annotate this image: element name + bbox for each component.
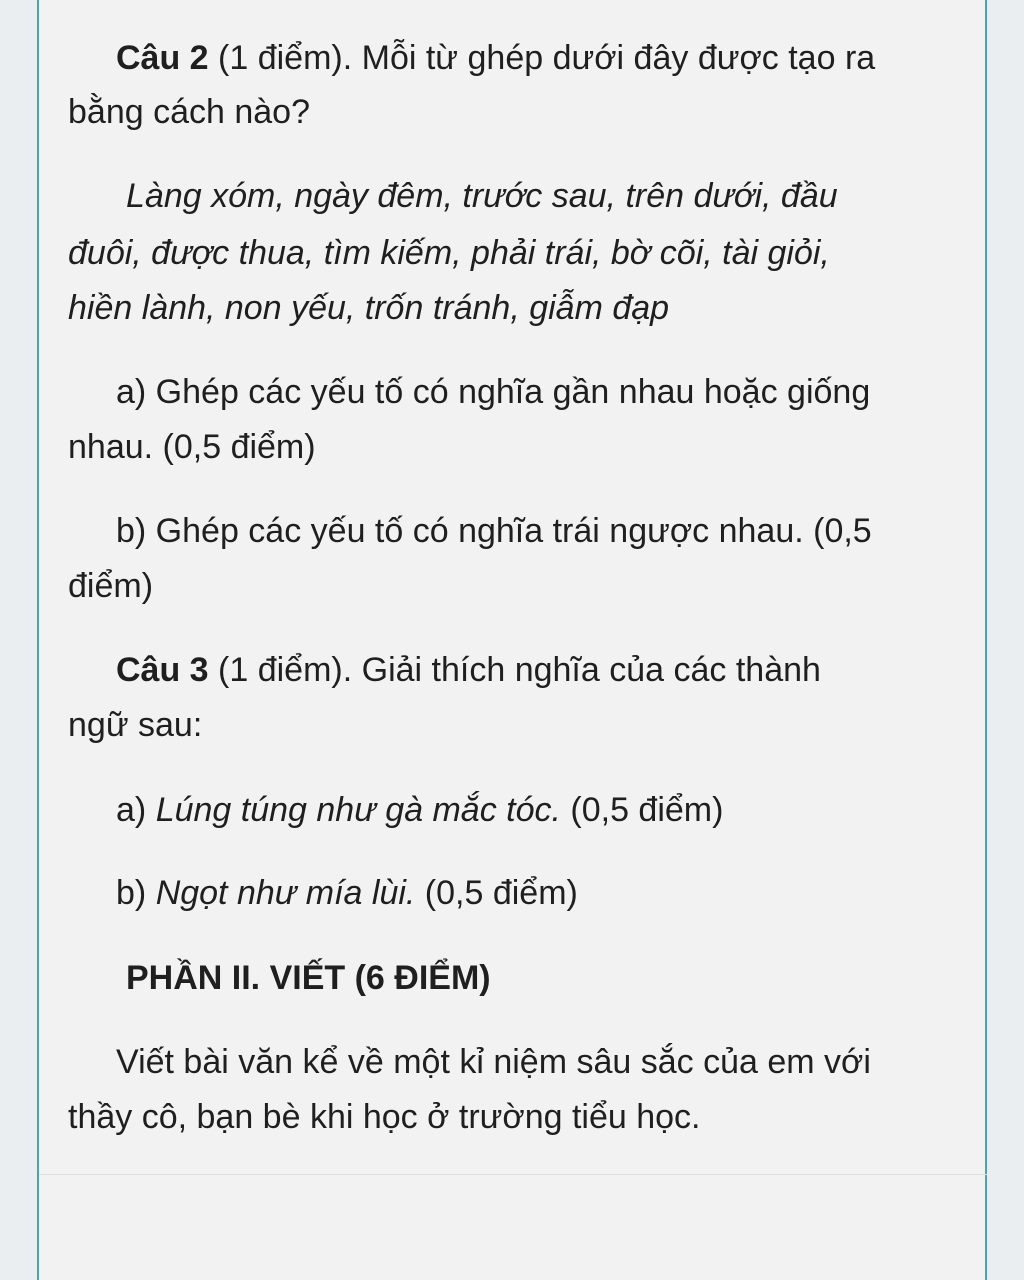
document-content (39, 0, 987, 1175)
question-3-line-2: ngữ sau: (68, 706, 203, 744)
question-3b (116, 873, 578, 913)
question-2a-line-1: a) Ghép các yếu tố có nghĩa gần nhau hoặc giống (116, 373, 871, 411)
word-list-line-2: đuôi, được thua, tìm kiếm, phải trái, bờ cõi, tài giỏi, (68, 234, 830, 272)
part-2-line-1: Viết bài văn kể về một kỉ niệm sâu sắc của em với (116, 1043, 871, 1081)
question-3-label: Câu 3 (116, 651, 209, 689)
word-list-line-3: hiền lành, non yếu, trốn tránh, giẫm đạp (68, 289, 670, 327)
document-panel (37, 0, 987, 1280)
question-3-line-1 (116, 650, 821, 690)
question-2a-line-2: nhau. (0,5 điểm) (68, 428, 316, 466)
question-3a-idiom: Lúng túng như gà mắc tóc. (155, 791, 561, 829)
question-3a-points: (0,5 điểm) (560, 791, 724, 829)
question-2b-line-2: điểm) (68, 567, 154, 605)
question-2-line-2: bằng cách nào? (68, 93, 310, 131)
question-3b-idiom: Ngọt như mía lùi. (155, 874, 416, 912)
question-3a (116, 790, 723, 830)
question-2-line-1 (116, 38, 875, 78)
question-3-prompt: (1 điểm). Giải thích nghĩa của các thành (208, 651, 821, 689)
question-2b-line-1: b) Ghép các yếu tố có nghĩa trái ngược nhau. (0,5 (116, 512, 872, 550)
part-2-line-2: thầy cô, bạn bè khi học ở trường tiểu học. (68, 1098, 701, 1136)
question-3b-prefix: b) (116, 874, 156, 912)
question-2-label: Câu 2 (116, 39, 209, 77)
word-list-line-1: Làng xóm, ngày đêm, trước sau, trên dưới, đầu (126, 177, 838, 215)
question-3b-points: (0,5 điểm) (415, 874, 578, 912)
question-3a-prefix: a) (116, 791, 156, 829)
question-2-prompt: (1 điểm). Mỗi từ ghép dưới đây được tạo ra (208, 39, 876, 77)
part-2-heading: PHẦN II. VIẾT (6 ĐIỂM) (126, 959, 491, 997)
